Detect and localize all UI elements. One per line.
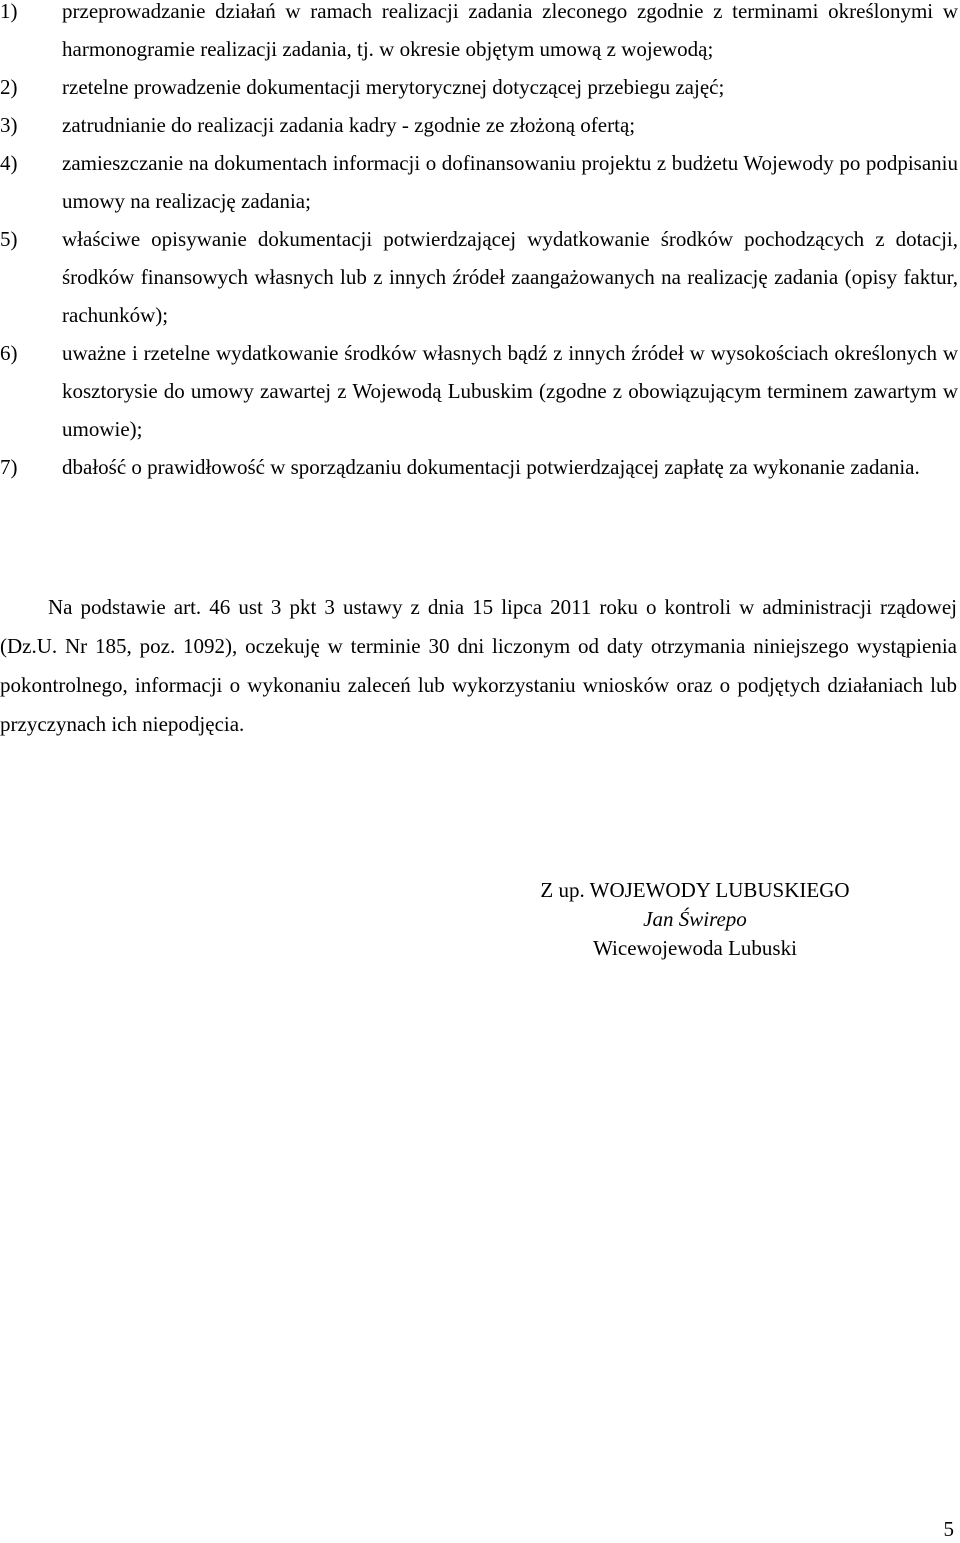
list-item-number: 2) [0,75,18,99]
closing-paragraph: Na podstawie art. 46 ust 3 pkt 3 ustawy z dnia 15 lipca 2011 roku o kontroli w administracji rządowej (Dz.U. Nr 185, poz. 1092), oczekuję w terminie 30 dni liczonym od daty otrzymania niniejszego wystąpienia pokontrolnego, informacji o wykonaniu zaleceń lub wykorzystaniu wniosków oraz o podjętych działaniach lub przyczynach ich niepodjęcia. [0,595,957,736]
page-number: 5 [943,1517,954,1541]
list-item [0,106,958,144]
list-item-number: 7) [0,455,18,479]
list-item-number: 1) [0,0,18,23]
list-item [0,68,958,106]
signature-block [500,876,890,963]
signature-authority: Z up. WOJEWODY LUBUSKIEGO [540,878,850,902]
list-item-text: rzetelne prowadzenie dokumentacji merytorycznej dotyczącej przebiegu zajęć; [62,75,725,99]
list-item [0,144,958,220]
list-item [0,448,958,486]
list-item-text: przeprowadzanie działań w ramach realizacji zadania zleconego zgodnie z terminami określonymi w harmonogramie realizacji zadania, tj. w okresie objętym umową z wojewodą; [62,0,958,61]
list-item [0,220,958,334]
list-item-number: 6) [0,341,18,365]
list-item-text: zatrudnianie do realizacji zadania kadry - zgodnie ze złożoną ofertą; [62,113,636,137]
list-item-text: dbałość o prawidłowość w sporządzaniu dokumentacji potwierdzającej zapłatę za wykonanie zadania. [62,455,920,479]
list-item-text: uważne i rzetelne wydatkowanie środków własnych bądź z innych źródeł w wysokościach określonych w kosztorysie do umowy zawartej z Wojewodą Lubuskim (zgodne z obowiązującym terminem zawartym w umowie); [62,341,958,441]
list-item [0,0,958,68]
list-item-number: 3) [0,113,18,137]
signature-role: Wicewojewoda Lubuski [593,936,797,960]
list-item-text: właściwe opisywanie dokumentacji potwierdzającej wydatkowanie środków pochodzących z dotacji, środków finansowych własnych lub z innych źródeł zaangażowanych na realizację zadania (opisy faktur, rachunków); [62,227,958,327]
signature-name: Jan Świrepo [643,907,747,931]
obligations-list [0,0,958,486]
list-item [0,334,958,448]
list-item-number: 5) [0,227,18,251]
list-item-text: zamieszczanie na dokumentach informacji o dofinansowaniu projektu z budżetu Wojewody po podpisaniu umowy na realizację zadania; [62,151,958,213]
list-item-number: 4) [0,151,18,175]
